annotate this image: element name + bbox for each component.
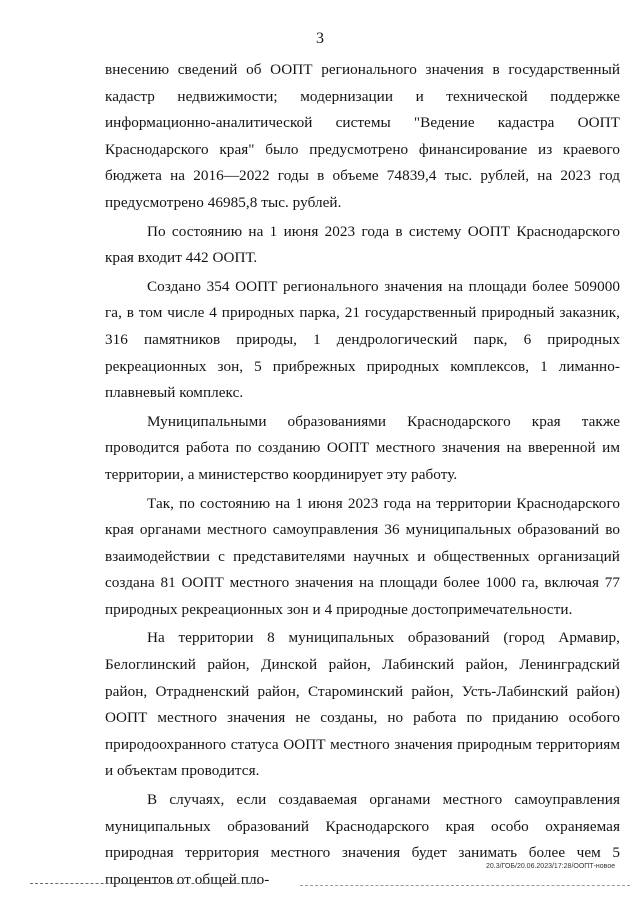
document-footer-code: 20.3/ГОБ/20.06.2023/17:28/ООПТ-новое <box>486 863 616 870</box>
paragraph: Муниципальными образованиями Краснодарского края также проводится работа по созданию ООПТ местного значения на вверенной им территории, а министерство координирует эту работу. <box>105 412 620 483</box>
paragraph: внесению сведений об ООПТ регионального значения в государственный кадастр недвижимости; модернизации и технической поддержке информационно-аналитической системы "Ведение кадастра ООПТ Краснодарского края" было предусмотрено финансирование из краевого бюджета на 2016—2022 годы в объеме 74839,4 тыс. рублей, на 2023 год предусмотрено 46985,8 тыс. рублей. <box>105 61 620 211</box>
scan-edge-mark <box>30 883 260 884</box>
page-number: 3 <box>316 30 324 47</box>
paragraph: Так, по состоянию на 1 июня 2023 года на территории Краснодарского края органами местного самоуправления 36 муниципальных образований во взаимодействии с представителями научных и общественных организаций создана 81 ООПТ местного значения на площади более 1000 га, включая 77 природных рекреационных зон и 4 природные достопримечательности. <box>105 494 620 618</box>
scan-edge-mark <box>300 885 630 886</box>
document-body <box>105 57 620 895</box>
paragraph: В случаях, если создаваемая органами местного самоуправления муниципальных образований Краснодарского края особо охраняемая природная территория местного значения будет занимать более чем 5 процентов от общей пло- <box>105 791 620 888</box>
paragraph: На территории 8 муниципальных образований (город Армавир, Белоглинский район, Динской район, Лабинский район, Ленинградский район, Отрадненский район, Староминский район, Усть-Лабинский район) ООПТ местного значения не созданы, но работа по приданию особого природоохранного статуса ООПТ местного значения природным территориям и объектам проводится. <box>105 629 620 780</box>
paragraph: По состоянию на 1 июня 2023 года в систему ООПТ Краснодарского края входит 442 ООПТ. <box>105 222 620 267</box>
paragraph: Создано 354 ООПТ регионального значения на площади более 509000 га, в том числе 4 природных парка, 21 государственный природный заказник, 316 памятников природы, 1 дендрологический парк, 6 природных рекреационных зон, 5 прибрежных природных комплексов, 1 лиманно-плавневый комплекс. <box>105 277 620 402</box>
